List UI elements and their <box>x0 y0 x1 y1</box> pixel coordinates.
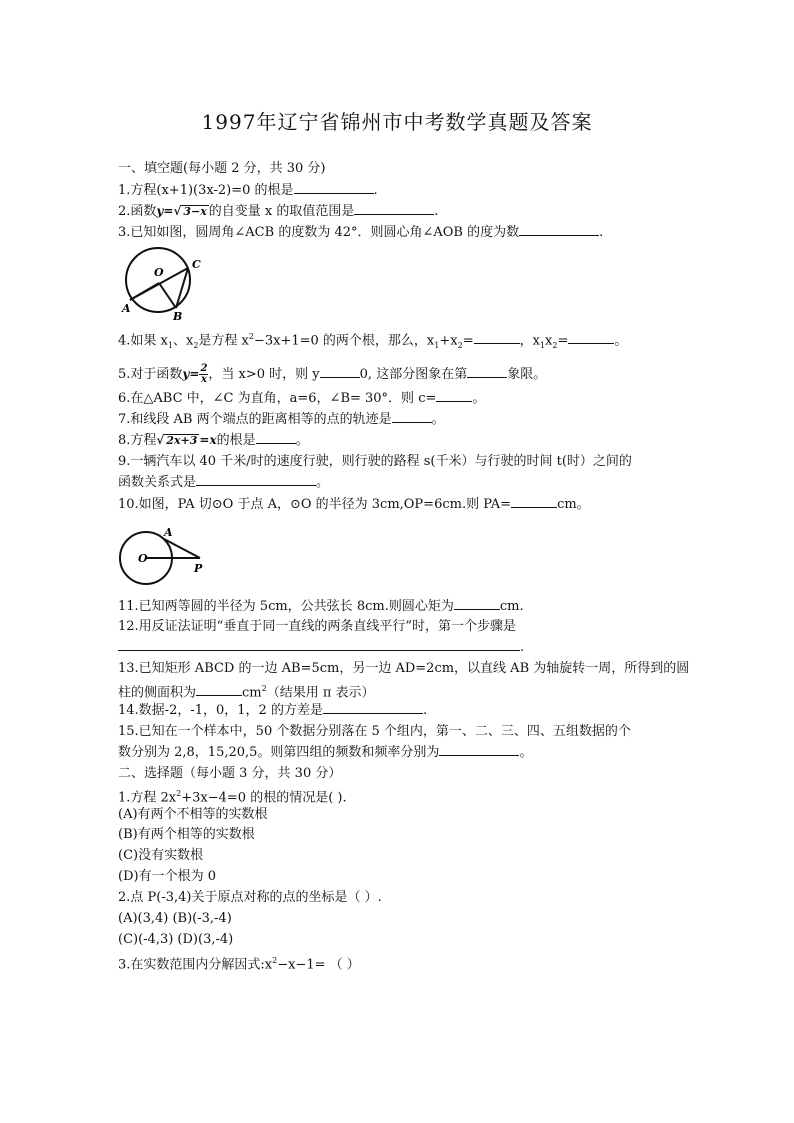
question-15-line-1: 15.已知在一个样本中，50 个数据分别落在 5 个组内，第一、二、三、四、五组数据的个 <box>118 724 631 739</box>
question-3: 3.已知如图，圆周角∠ACB 的度数为 42°．则圆心角∠AOB 的度为数 . <box>118 225 604 240</box>
label-a: A <box>164 526 173 539</box>
circle-figure-inscribed-angle <box>118 246 204 322</box>
question-13-line-2: 柱的侧面积为 $cm^2$（结果用 π 表示） <box>118 684 375 701</box>
question-8: 8.方程√ 2x+3 =x的根是 。 <box>118 433 309 448</box>
answer-blank <box>354 202 434 215</box>
question-2: 2.函数y=√ 3−x 的自变量 x 的取值范围是 . <box>118 204 439 219</box>
question-12-answer-line: . <box>118 638 524 657</box>
question-10: 10.如图，PA 切⊙O 于点 A，⊙O 的半径为 3cm,OP=6cm.则 PA= cm。 <box>118 497 590 512</box>
question-15-line-2: 数分别为 2,8，15,20,5。则第四组的频数和频率分别为 。 <box>118 745 533 760</box>
mc-option-d: (D)有一个根为 0 <box>118 869 216 884</box>
answer-blank <box>323 701 423 714</box>
mc-question-3: 3.在实数范围内分解因式$:x^2-x-1=$ （ ） <box>118 956 360 973</box>
answer-blank <box>196 473 316 486</box>
mc-question-1: 1.方程 $2x^2+3x-4=0$ 的根的情况是( ). <box>118 789 347 806</box>
label-o: O <box>154 266 164 279</box>
answer-blank <box>454 597 500 610</box>
question-4: 4.如果 $x_1$、$x_2$是方程 $x^2-3x+1=0$ 的两个根，那么，$x_1+x_2=$ ，$x_1x_2=$ 。 <box>118 332 628 350</box>
label-a: A <box>122 302 131 315</box>
label-c: C <box>192 258 201 271</box>
answer-blank <box>118 638 520 651</box>
answer-blank <box>467 365 507 378</box>
section-heading-multiple-choice: 二、选择题（每小题 3 分，共 30 分） <box>118 766 342 781</box>
answer-blank <box>511 495 557 508</box>
mc-question-2: 2.点 P(-3,4)关于原点对称的点的坐标是（ ）. <box>118 890 382 905</box>
answer-blank <box>256 431 296 444</box>
circle-figure-tangent <box>118 524 214 588</box>
mc-option-c: (C)没有实数根 <box>118 848 204 863</box>
circle-outline <box>126 248 190 312</box>
answer-blank <box>392 410 432 423</box>
segment-ob <box>159 283 176 308</box>
mc-question-2-options-row-1: (A)(3,4) (B)(-3,-4) <box>118 911 232 926</box>
question-9-line-2: 函数关系式是 。 <box>118 475 330 490</box>
page-title: 1997年辽宁省锦州市中考数学真题及答案 <box>201 110 593 134</box>
label-o: O <box>138 552 148 565</box>
formula: y=√ 3−x <box>156 204 207 218</box>
question-7: 7.和线段 AB 两个端点的距离相等的点的轨迹是 。 <box>118 412 445 427</box>
label-p: P <box>194 562 203 575</box>
question-12: 12.用反证法证明“垂直于同一直线的两条直线平行”时，第一个步骤是 <box>118 619 516 634</box>
mc-option-b: (B)有两个相等的实数根 <box>118 827 255 842</box>
answer-blank <box>196 683 242 696</box>
mc-option-a: (A)有两个不相等的实数根 <box>118 807 268 822</box>
answer-blank <box>294 181 374 194</box>
question-1: 1.方程(x+1)(3x-2)=0 的根是 . <box>118 183 378 198</box>
answer-blank <box>474 331 520 344</box>
question-13-line-1: 13.已知矩形 ABCD 的一边 AB=5cm，另一边 AD=2cm，以直线 AB 为轴旋转一周，所得到的圆 <box>118 661 690 676</box>
question-11: 11.已知两等圆的半径为 5cm，公共弦长 8cm.则圆心矩为 cm. <box>118 599 524 614</box>
question-5: 5.对于函数y= $\frac{2}{x}$ ，当 x>0 时，则 y 0, 这部分图象在第 象限。 <box>118 363 547 385</box>
question-14: 14.数据-2，-1，0，1，2 的方差是 . <box>118 703 428 718</box>
answer-blank <box>439 743 519 756</box>
formula: √ 2x+3 =x <box>156 433 217 447</box>
question-6: 6.在△ABC 中，∠C 为直角，a=6，∠B= 30°．则 c= 。 <box>118 391 486 406</box>
formula: y= $\frac{2}{x}$ <box>182 363 208 385</box>
mc-question-2-options-row-2: (C)(-4,3) (D)(3,-4) <box>118 932 234 947</box>
answer-blank <box>436 389 472 402</box>
answer-blank <box>519 223 599 236</box>
label-b: B <box>173 310 183 322</box>
section-heading-fill-in: 一、填空题(每小题 2 分，共 30 分) <box>118 161 326 176</box>
question-9-line-1: 9.一辆汽车以 40 千米/时的速度行驶，则行驶的路程 s(千米）与行驶的时间 t(时）之间的 <box>118 454 632 469</box>
answer-blank <box>568 331 614 344</box>
answer-blank <box>320 365 360 378</box>
